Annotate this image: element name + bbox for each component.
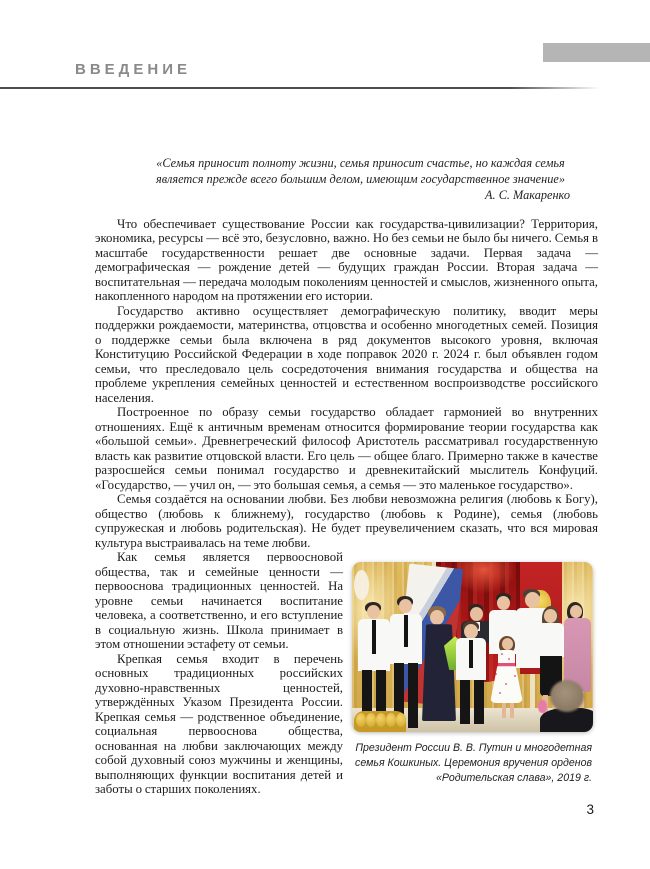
photo-figure xyxy=(352,562,593,786)
person-tie xyxy=(404,615,408,647)
paragraph-2: Государство активно осуществляет демографическую политику, вводит меры поддержки рождаемости, материнства, отцовства и особенно многодетных семей. Позиция о поддержке семьи была включена в ряд документов высокого уровня, включая Конституцию Российской Федерации в ходе поправок 2020 г. 2024 г. был объявлен годом семьи, что преследовало цель сосредоточения внимания государства и общества на проблеме укрепления семейных ценностей и естественном воспроизводстве российского населения. xyxy=(95,303,598,405)
person-leg xyxy=(408,663,418,728)
page-number: 3 xyxy=(586,802,594,818)
photo-caption xyxy=(352,741,593,786)
caption-line-3: «Родительская слава», 2019 г. xyxy=(436,772,592,785)
epigraph-attribution: А. С. Макаренко xyxy=(485,188,570,203)
epigraph-line-2: является прежде всего большим делом, имеющим государственное значение» xyxy=(156,171,565,186)
epigraph xyxy=(151,156,570,204)
family-ceremony-photo xyxy=(352,562,593,732)
paragraph-4: Семья создаётся на основании любви. Без любви невозможна религия (любовь к Богу), общество (любовь к ближнему), государство (любовь к Родине), семья (любовь супружеская и любовь родительская). Не будет преувеличением сказать, что вся мировая культура выстраивалась на теме любви. xyxy=(95,492,598,550)
page-title: ВВЕДЕНИЕ xyxy=(75,61,191,78)
paragraph-5: Как семья является первоосновой общества, так и семейные ценности — первооснова традиционных ценностей. На уровне семьи начинается воспитание человека, а соответственно, и его вступление в социальную жизнь. Школа принимает в этом отношении эстафету от семьи. xyxy=(95,550,343,652)
gold-ornament-topleft xyxy=(354,570,369,600)
epigraph-line-1: «Семья приносит полноту жизни, семья приносит счастье, но каждая семья xyxy=(156,156,565,170)
girl-little-leg xyxy=(502,703,506,718)
person-head xyxy=(367,605,380,619)
text-block xyxy=(95,156,598,817)
boy-tie xyxy=(469,640,473,668)
paragraph-1: Что обеспечивает существование России как государства-цивилизации? Территория, экономика, ресурсы — всё это, безусловно, важно. Но без семьи не было бы ничего. Семья в масштабе государственности решает две основные задачи. Первая задача — демографическая — рождение детей — будущих граждан России. Вторая задача — воспитательная — передача молодым поколениям ценностей и смыслов, жизненного опыта, накопленного народом на протяжении его истории. xyxy=(95,216,598,304)
boy-leg xyxy=(474,680,484,724)
boy-leg xyxy=(460,680,470,724)
gold-ornament-bottomleft xyxy=(354,711,406,732)
caption-line-2: семья Кошкиных. Церемония вручения орденов xyxy=(355,757,592,770)
caption-line-1: Президент России В. В. Путин и многодетная xyxy=(355,742,592,755)
woman-top xyxy=(538,623,564,657)
girl-little-leg xyxy=(510,703,514,718)
header-rule xyxy=(0,87,600,89)
paragraph-3: Построенное по образу семьи государство обладает гармонией во внутренних отношениях. Ещё к античным временам относится формирование теории государства как «большой семьи». Древнегреческий философ Аристотель рассматривал государственную власть как развитие отцовской власти. Его цель — общее благо. Примерно также в качестве разросшейся семьи понимал государство и древнекитайский мыслитель Конфуций. «Государство, — учил он, — это большая семья, а семья — это маленькое государство». xyxy=(95,405,598,492)
mother-dress xyxy=(422,624,456,721)
chapter-tab xyxy=(543,43,650,62)
person-tie xyxy=(372,620,376,654)
paragraph-6: Крепкая семья входит в перечень основных традиционных российских духовно-нравственных ценностей, утверждённых Указом Президента России. Крепкая семья — родственное объединение, социальная первооснова общества, основанная на любви заключающих между собой духовный союз мужчины и женщины, выполняющих функции воспитания детей и заботы о старших поколениях. xyxy=(95,651,343,797)
